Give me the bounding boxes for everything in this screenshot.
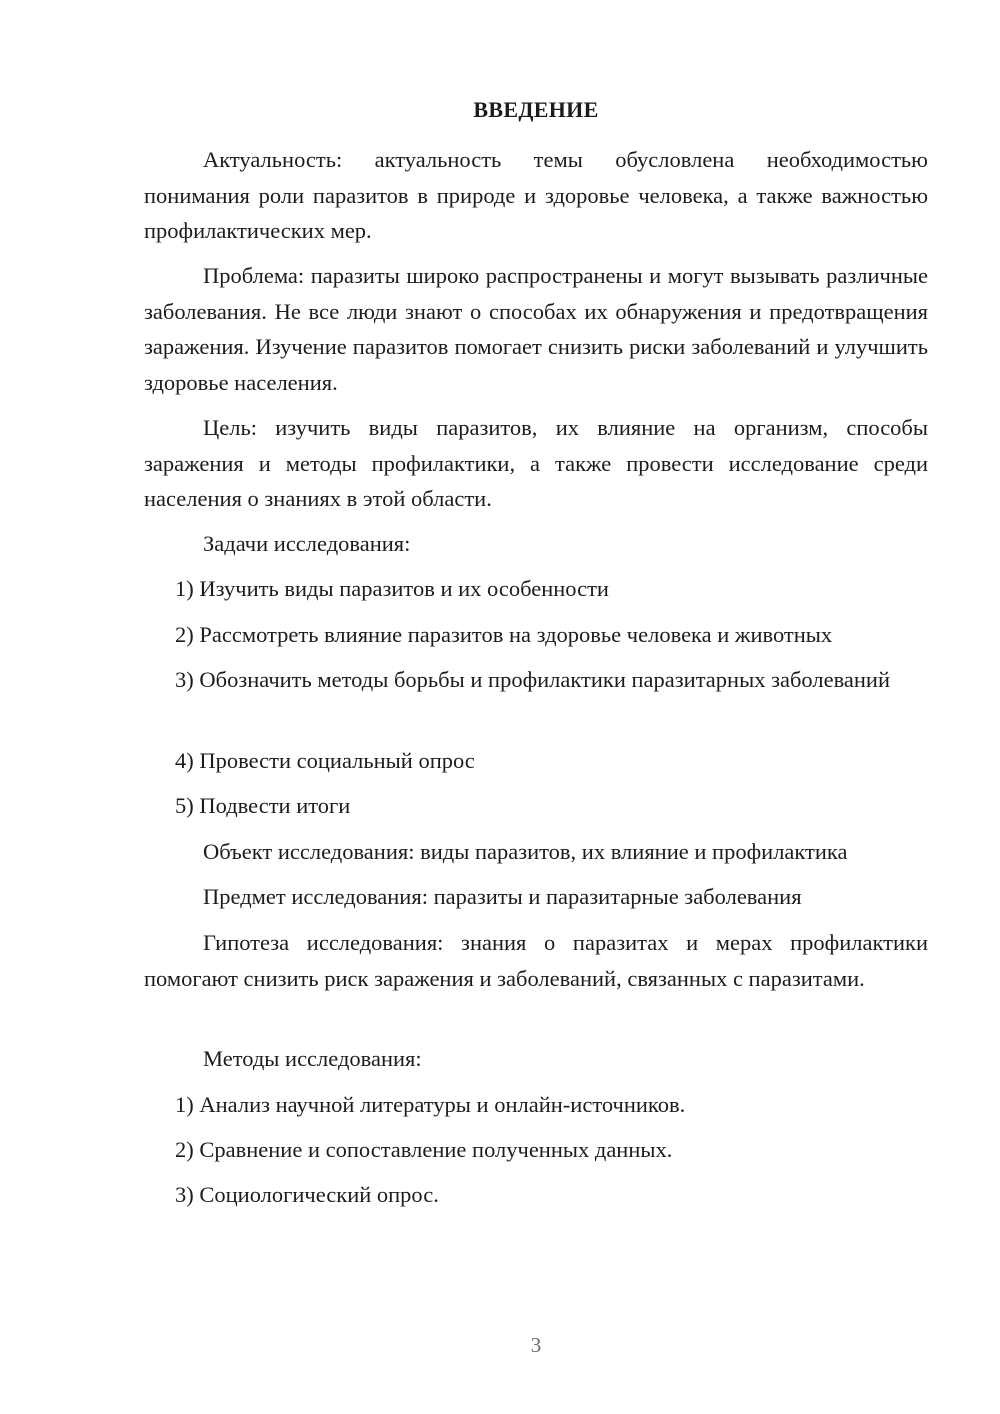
task-item: 4) Провести социальный опрос [175, 748, 475, 773]
page-number: 3 [530, 1333, 542, 1357]
relevance-paragraph: Актуальность: актуальность темы обусловлена необходимостью понимания роли паразитов в природе и здоровье человека, а также важностью профилактических мер. [144, 147, 928, 243]
task-item: 2) Рассмотреть влияние паразитов на здоровье человека и животных [175, 622, 833, 647]
task-item: 1) Изучить виды паразитов и их особенности [175, 576, 609, 601]
tasks-heading: Задачи исследования: [203, 531, 411, 556]
methods-heading: Методы исследования: [203, 1046, 422, 1071]
method-item: 3) Социологический опрос. [175, 1182, 439, 1207]
goal-paragraph: Цель: изучить виды паразитов, их влияние на организм, способы заражения и методы профилактики, а также провести исследование среди населения о знаниях в этой области. [144, 415, 928, 511]
problem-paragraph: Проблема: паразиты широко распространены и могут вызывать различные заболевания. Не все люди знают о способах их обнаружения и предотвращения заражения. Изучение паразитов помогает снизить риски заболеваний и улучшить здоровье населения. [144, 263, 928, 395]
subject-line: Предмет исследования: паразиты и паразитарные заболевания [203, 884, 802, 909]
object-line: Объект исследования: виды паразитов, их влияние и профилактика [203, 839, 848, 864]
task-item: 5) Подвести итоги [175, 793, 351, 818]
task-item: 3) Обозначить методы борьбы и профилактики паразитарных заболеваний [175, 667, 891, 692]
section-title: ВВЕДЕНИЕ [473, 97, 599, 122]
method-item: 2) Сравнение и сопоставление полученных данных. [175, 1137, 673, 1162]
hypothesis-paragraph: Гипотеза исследования: знания о паразитах и мерах профилактики помогают снизить риск заражения и заболеваний, связанных с паразитами. [144, 930, 928, 991]
method-item: 1) Анализ научной литературы и онлайн-источников. [175, 1092, 686, 1117]
